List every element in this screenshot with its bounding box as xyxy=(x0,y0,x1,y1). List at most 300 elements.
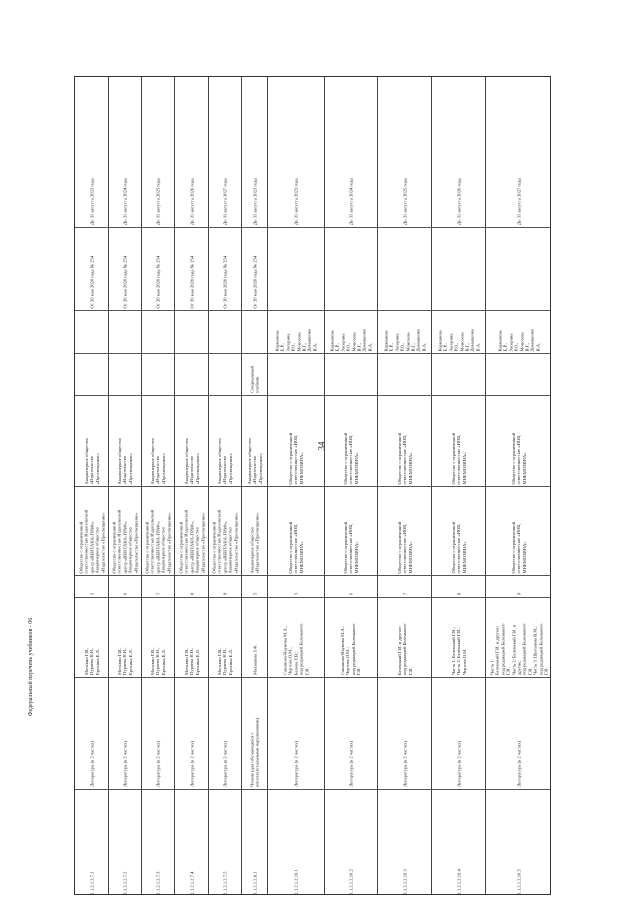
cell-title xyxy=(109,677,141,789)
cell-publisher xyxy=(325,486,377,575)
cell-code xyxy=(486,789,551,896)
cell-divider xyxy=(175,597,208,598)
cell-text: Акционерное общество «Издательство «Просвещение» xyxy=(246,437,263,484)
table-row xyxy=(174,77,208,894)
cell-divider xyxy=(242,227,267,228)
cell-code xyxy=(109,789,141,896)
cell-publisher xyxy=(486,486,551,575)
cell-text: Литература (в 2 частях) xyxy=(348,740,354,787)
footer-text: Федеральный перечень учебников - 06 xyxy=(28,617,34,717)
cell-experts xyxy=(325,310,377,353)
cell-divider xyxy=(75,789,108,790)
table-row xyxy=(241,77,267,894)
cell-divider xyxy=(268,575,324,576)
table-row xyxy=(485,77,551,894)
cell-divider xyxy=(432,227,485,228)
cell-divider xyxy=(75,575,108,576)
cell-divider xyxy=(209,227,241,228)
cell-use-until xyxy=(175,77,208,227)
cell-divider xyxy=(486,353,551,354)
cell-divider xyxy=(378,227,431,228)
cell-divider xyxy=(175,310,208,311)
table-row xyxy=(208,77,241,894)
cell-text: Сакинова-Наумова М.А., Чертова О.М., Белова Т.В.; под редакцией Беленького Г.И. xyxy=(282,623,310,675)
cell-divider xyxy=(75,486,108,487)
cell-text: 1.1.2.1.2.10.5 xyxy=(515,868,521,894)
cell-text: 1.1.2.1.2.7.5 xyxy=(222,871,228,894)
cell-publisher xyxy=(242,486,267,575)
cell-grade xyxy=(209,575,241,597)
cell-text: Литература (в 2 частях) xyxy=(293,740,299,787)
cell-title xyxy=(242,677,267,789)
cell-text: 1.1.2.1.2.7.3 xyxy=(155,871,161,894)
cell-grade xyxy=(175,575,208,597)
cell-order-until xyxy=(432,227,485,310)
cell-divider xyxy=(209,486,241,487)
cell-text: Общество с ограниченной ответственностью «ИОЦ МНЕМОЗИНА» xyxy=(396,432,413,484)
cell-code xyxy=(325,789,377,896)
cell-divider xyxy=(325,310,377,311)
cell-use-until xyxy=(75,77,108,227)
cell-grade xyxy=(75,575,108,597)
cell-divider xyxy=(109,486,141,487)
cell-status xyxy=(242,353,267,395)
cell-authors xyxy=(175,597,208,677)
cell-text: Часть 1: Беленький Г.И. и другие; под редакцией Беленького Г.И. Часть 2: Беленький Г.И. и другие; под редакцией Беленького Г.И. Часть 3: Щеголина В.М.; под редакцией Беленького Г.И. xyxy=(488,623,548,675)
cell-authors xyxy=(75,597,108,677)
cell-use-until xyxy=(486,77,551,227)
cell-text: Литература (в 2 частях) xyxy=(455,740,461,787)
cell-text: Акционерное общество «Издательство «Просвещение» xyxy=(183,437,200,484)
cell-order-until xyxy=(75,227,108,310)
cell-text: Общество с ограниченной ответственностью «ИОЦ МНЕМОЗИНА» xyxy=(342,432,359,484)
textbook-list-table xyxy=(74,76,551,895)
cell-divider xyxy=(242,353,267,354)
cell-manufacturer xyxy=(378,395,431,486)
cell-divider xyxy=(486,789,551,790)
cell-divider xyxy=(209,310,241,311)
cell-manufacturer xyxy=(75,395,108,486)
footer xyxy=(21,460,41,880)
cell-divider xyxy=(486,486,551,487)
cell-divider xyxy=(242,395,267,396)
cell-text: 1.1.2.1.2.8.1 xyxy=(251,871,257,894)
cell-order-until xyxy=(325,227,377,310)
cell-divider xyxy=(175,227,208,228)
cell-text: Москвин Г.В., Пуряева Н.Н., Ерохина Е.Л. xyxy=(183,647,200,675)
cell-text: Акционерное общество «Издательство «Просвещение» xyxy=(216,437,233,484)
cell-divider xyxy=(378,789,431,790)
cell-experts xyxy=(432,310,485,353)
cell-text: До 31 августа 2023 года xyxy=(88,178,94,225)
cell-divider xyxy=(109,597,141,598)
cell-authors xyxy=(268,597,324,677)
cell-text: Общество с ограниченной ответственностью Издательский центр «ВЕНТАНА-ГРАФ», Акционерное общество «Издательство «Просвещение» xyxy=(177,509,205,573)
cell-experts xyxy=(109,310,141,353)
cell-divider xyxy=(175,677,208,678)
cell-divider xyxy=(325,395,377,396)
cell-divider xyxy=(242,597,267,598)
cell-manufacturer xyxy=(175,395,208,486)
cell-status xyxy=(109,353,141,395)
cell-divider xyxy=(268,310,324,311)
cell-use-until xyxy=(378,77,431,227)
cell-grade xyxy=(325,575,377,597)
cell-use-until xyxy=(432,77,485,227)
cell-divider xyxy=(209,395,241,396)
cell-divider xyxy=(142,395,174,396)
cell-text: Литература (в 2 частях) xyxy=(88,740,94,787)
cell-grade xyxy=(242,575,267,597)
cell-text: До 31 августа 2027 года xyxy=(222,178,228,225)
table-row xyxy=(431,77,485,894)
table-row xyxy=(141,77,174,894)
cell-divider xyxy=(268,597,324,598)
cell-divider xyxy=(75,310,108,311)
cell-text: От 20 мая 2020 года № 254 xyxy=(122,255,128,308)
cell-divider xyxy=(325,227,377,228)
cell-text: Общество с ограниченной ответственностью «ИОЦ МНЕМОЗИНА» xyxy=(510,521,527,573)
cell-title xyxy=(378,677,431,789)
cell-text: 1.1.2.1.2.10.1 xyxy=(293,868,299,894)
cell-text: 5 xyxy=(293,592,299,595)
cell-publisher xyxy=(142,486,174,575)
cell-text: Специальный учебник xyxy=(249,366,260,393)
cell-authors xyxy=(142,597,174,677)
cell-experts xyxy=(378,310,431,353)
cell-divider xyxy=(109,353,141,354)
cell-authors xyxy=(109,597,141,677)
cell-order-until xyxy=(142,227,174,310)
cell-text: Акционерное общество «Издательство «Просвещение» xyxy=(116,437,133,484)
cell-divider xyxy=(242,677,267,678)
cell-text: Общество с ограниченной ответственностью «ИОЦ МНЕМОЗИНА» xyxy=(342,521,359,573)
cell-order-until xyxy=(109,227,141,310)
cell-text: Акционерное общество «Издательство «Просвещение» xyxy=(149,437,166,484)
cell-experts xyxy=(175,310,208,353)
cell-grade xyxy=(486,575,551,597)
cell-divider xyxy=(142,677,174,678)
cell-text: Общество с ограниченной ответственностью «ИОЦ МНЕМОЗИНА» xyxy=(287,521,304,573)
cell-text: Москвин Г.В., Пуряева Н.Н., Ерохина Е.Л. xyxy=(116,647,133,675)
cell-divider xyxy=(486,227,551,228)
cell-text: 9 xyxy=(515,592,521,595)
cell-status xyxy=(142,353,174,395)
cell-divider xyxy=(378,597,431,598)
cell-divider xyxy=(378,486,431,487)
cell-use-until xyxy=(109,77,141,227)
cell-use-until xyxy=(242,77,267,227)
cell-divider xyxy=(432,597,485,598)
cell-divider xyxy=(142,486,174,487)
cell-publisher xyxy=(378,486,431,575)
cell-divider xyxy=(242,575,267,576)
cell-divider xyxy=(432,789,485,790)
cell-status xyxy=(325,353,377,395)
cell-text: Сакинова-Наумова М.А., Чертова О.М.; под редакцией Беленького Г.И. xyxy=(340,623,362,675)
cell-divider xyxy=(268,789,324,790)
cell-title xyxy=(486,677,551,789)
cell-divider xyxy=(142,310,174,311)
cell-text: Москвин Г.В., Пуряева Н.Н., Ерохина Е.Л. xyxy=(149,647,166,675)
cell-publisher xyxy=(109,486,141,575)
cell-divider xyxy=(486,575,551,576)
cell-text: От 20 мая 2020 года № 254 xyxy=(88,255,94,308)
cell-text: Карманова Е.Р., Засорина Р.О., Моисеева В.Г., Домашенко В.А. xyxy=(329,328,373,351)
cell-text: 1.1.2.1.2.10.3 xyxy=(401,868,407,894)
cell-divider xyxy=(175,575,208,576)
cell-experts xyxy=(242,310,267,353)
cell-use-until xyxy=(325,77,377,227)
cell-publisher xyxy=(175,486,208,575)
cell-text: До 31 августа 2027 года xyxy=(515,178,521,225)
cell-status xyxy=(175,353,208,395)
cell-text: От 20 мая 2020 года № 254 xyxy=(155,255,161,308)
cell-text: До 31 августа 2024 года xyxy=(122,178,128,225)
cell-text: Общество с ограниченной ответственностью «ИОЦ МНЕМОЗИНА» xyxy=(396,521,413,573)
cell-divider xyxy=(75,597,108,598)
cell-text: Малышева З.Ф. xyxy=(251,644,257,675)
cell-divider xyxy=(109,677,141,678)
cell-divider xyxy=(175,789,208,790)
cell-text: От 20 мая 2020 года № 254 xyxy=(222,255,228,308)
cell-text: Карманова Е.Р., Засорина Р.О., Моисеева В.Г., Домашенко В.А. xyxy=(436,328,480,351)
cell-title xyxy=(142,677,174,789)
cell-text: 1.1.2.1.2.10.4 xyxy=(455,868,461,894)
cell-divider xyxy=(209,575,241,576)
cell-divider xyxy=(109,310,141,311)
cell-text: До 31 августа 2025 года xyxy=(401,178,407,225)
cell-divider xyxy=(325,353,377,354)
cell-grade xyxy=(378,575,431,597)
cell-divider xyxy=(268,227,324,228)
cell-text: Карманова Е.Р., Засорина Р.О., Моисеева В.Г., Домашенко В.А. xyxy=(382,328,426,351)
cell-divider xyxy=(242,310,267,311)
cell-experts xyxy=(75,310,108,353)
cell-text: 1.1.2.1.2.7.2 xyxy=(122,871,128,894)
cell-text: Литература (в 2 частях) xyxy=(188,740,194,787)
cell-order-until xyxy=(486,227,551,310)
cell-manufacturer xyxy=(209,395,241,486)
cell-divider xyxy=(378,310,431,311)
cell-divider xyxy=(486,677,551,678)
cell-authors xyxy=(378,597,431,677)
cell-divider xyxy=(432,395,485,396)
cell-divider xyxy=(432,310,485,311)
cell-divider xyxy=(209,789,241,790)
cell-use-until xyxy=(209,77,241,227)
cell-order-until xyxy=(209,227,241,310)
cell-text: До 31 августа 2024 года xyxy=(348,178,354,225)
cell-divider xyxy=(432,353,485,354)
cell-text: Общество с ограниченной ответственностью Издательский центр «ВЕНТАНА-ГРАФ», Акционерное общество «Издательство «Просвещение» xyxy=(77,509,105,573)
cell-text: 6 xyxy=(348,592,354,595)
cell-divider xyxy=(242,789,267,790)
cell-divider xyxy=(209,677,241,678)
cell-text: До 31 августа 2026 года xyxy=(188,178,194,225)
cell-text: Москвин Г.В., Пуряева Н.Н., Ерохина Е.Л. xyxy=(216,647,233,675)
table-row xyxy=(75,77,108,894)
cell-divider xyxy=(142,575,174,576)
cell-code xyxy=(432,789,485,896)
cell-title xyxy=(175,677,208,789)
cell-text: 7 xyxy=(401,592,407,595)
cell-text: Литература (в 2 частях) xyxy=(515,740,521,787)
cell-text: 5 xyxy=(88,592,94,595)
cell-divider xyxy=(75,353,108,354)
cell-divider xyxy=(175,395,208,396)
cell-divider xyxy=(75,677,108,678)
cell-manufacturer xyxy=(325,395,377,486)
cell-divider xyxy=(209,597,241,598)
cell-text: 1.1.2.1.2.7.4 xyxy=(188,871,194,894)
cell-manufacturer xyxy=(109,395,141,486)
cell-divider xyxy=(325,677,377,678)
page-number-text: 34 xyxy=(316,441,326,451)
cell-text: От 20 мая 2020 года № 254 xyxy=(251,255,257,308)
cell-divider xyxy=(432,575,485,576)
cell-divider xyxy=(142,227,174,228)
cell-text: Акционерное общество «Издательство «Просвещение» xyxy=(249,511,260,573)
cell-text: Чтение (для обучающихся с интеллектуальными нарушениями) xyxy=(249,718,260,787)
cell-manufacturer xyxy=(268,395,324,486)
cell-divider xyxy=(142,353,174,354)
cell-text: Общество с ограниченной ответственностью Издательский центр «ВЕНТАНА-ГРАФ», Акционерное общество «Издательство «Просвещение» xyxy=(111,509,139,573)
cell-manufacturer xyxy=(432,395,485,486)
cell-text: 9 xyxy=(222,592,228,595)
cell-divider xyxy=(325,575,377,576)
cell-code xyxy=(75,789,108,896)
cell-order-until xyxy=(268,227,324,310)
cell-text: Общество с ограниченной ответственностью «ИОЦ МНЕМОЗИНА» xyxy=(510,432,527,484)
cell-text: Карманова Е.Р., Засорина Р.О., Моисеева В.Г., Домашенко В.А. xyxy=(274,328,318,351)
cell-text: Акционерное общество «Издательство «Просвещение» xyxy=(83,437,100,484)
cell-experts xyxy=(486,310,551,353)
table-row xyxy=(108,77,141,894)
cell-order-until xyxy=(378,227,431,310)
cell-text: От 20 мая 2020 года № 254 xyxy=(188,255,194,308)
cell-text: До 31 августа 2023 года xyxy=(251,178,257,225)
cell-title xyxy=(432,677,485,789)
cell-divider xyxy=(325,789,377,790)
cell-divider xyxy=(378,353,431,354)
cell-manufacturer xyxy=(486,395,551,486)
cell-text: 8 xyxy=(188,592,194,595)
table-row xyxy=(324,77,377,894)
cell-divider xyxy=(378,395,431,396)
cell-experts xyxy=(209,310,241,353)
cell-publisher xyxy=(75,486,108,575)
cell-authors xyxy=(242,597,267,677)
cell-divider xyxy=(486,395,551,396)
cell-divider xyxy=(242,486,267,487)
cell-authors xyxy=(486,597,551,677)
cell-divider xyxy=(268,486,324,487)
cell-experts xyxy=(268,310,324,353)
cell-title xyxy=(75,677,108,789)
cell-divider xyxy=(142,789,174,790)
cell-order-until xyxy=(242,227,267,310)
cell-publisher xyxy=(268,486,324,575)
cell-grade xyxy=(109,575,141,597)
cell-authors xyxy=(325,597,377,677)
cell-text: Общество с ограниченной ответственностью Издательский центр «ВЕНТАНА-ГРАФ», Акционерное общество «Издательство «Просвещение» xyxy=(211,509,239,573)
cell-status xyxy=(378,353,431,395)
table-row xyxy=(377,77,431,894)
cell-code xyxy=(378,789,431,896)
cell-code xyxy=(142,789,174,896)
cell-text: 6 xyxy=(122,592,128,595)
cell-divider xyxy=(432,677,485,678)
cell-manufacturer xyxy=(142,395,174,486)
cell-divider xyxy=(142,597,174,598)
cell-title xyxy=(209,677,241,789)
cell-divider xyxy=(325,597,377,598)
cell-divider xyxy=(109,227,141,228)
cell-text: До 31 августа 2025 года xyxy=(155,178,161,225)
table-row xyxy=(267,77,324,894)
cell-divider xyxy=(109,575,141,576)
cell-divider xyxy=(268,353,324,354)
cell-code xyxy=(268,789,324,896)
cell-text: 1.1.2.1.2.7.1 xyxy=(88,871,94,894)
cell-text: 7 xyxy=(155,592,161,595)
cell-divider xyxy=(175,486,208,487)
cell-divider xyxy=(209,353,241,354)
cell-text: Общество с ограниченной ответственностью «ИОЦ МНЕМОЗИНА» xyxy=(450,432,467,484)
cell-divider xyxy=(378,677,431,678)
cell-text: Литература (в 2 частях) xyxy=(222,740,228,787)
cell-authors xyxy=(209,597,241,677)
cell-status xyxy=(486,353,551,395)
cell-code xyxy=(175,789,208,896)
cell-text: Беленький Г.И. и другие; под редакцией Беленького Г.И. xyxy=(396,623,413,675)
cell-manufacturer xyxy=(242,395,267,486)
cell-use-until xyxy=(142,77,174,227)
cell-publisher xyxy=(209,486,241,575)
cell-use-until xyxy=(268,77,324,227)
cell-status xyxy=(209,353,241,395)
cell-divider xyxy=(268,395,324,396)
cell-divider xyxy=(432,486,485,487)
cell-code xyxy=(242,789,267,896)
cell-divider xyxy=(268,677,324,678)
cell-text: Общество с ограниченной ответственностью «ИОЦ МНЕМОЗИНА» xyxy=(450,521,467,573)
cell-divider xyxy=(75,395,108,396)
cell-grade xyxy=(268,575,324,597)
cell-text: Часть 1: Беленький Г.И.; Часть 2: Беленький Г.И., Чертова О.М. xyxy=(450,627,467,675)
cell-divider xyxy=(325,486,377,487)
cell-experts xyxy=(142,310,174,353)
cell-status xyxy=(432,353,485,395)
cell-divider xyxy=(175,353,208,354)
cell-text: Литература (в 2 частях) xyxy=(401,740,407,787)
cell-authors xyxy=(432,597,485,677)
cell-publisher xyxy=(432,486,485,575)
cell-divider xyxy=(378,575,431,576)
cell-text: Литература (в 2 частях) xyxy=(155,740,161,787)
cell-text: Литература (в 2 частях) xyxy=(122,740,128,787)
cell-divider xyxy=(486,597,551,598)
cell-divider xyxy=(109,395,141,396)
cell-title xyxy=(325,677,377,789)
cell-grade xyxy=(432,575,485,597)
cell-divider xyxy=(486,310,551,311)
cell-divider xyxy=(109,789,141,790)
cell-text: 5 xyxy=(251,592,257,595)
cell-text: Москвин Г.В., Пуряева Н.Н., Ерохина Е.Л. xyxy=(83,647,100,675)
cell-text: До 31 августа 2023 года xyxy=(293,178,299,225)
